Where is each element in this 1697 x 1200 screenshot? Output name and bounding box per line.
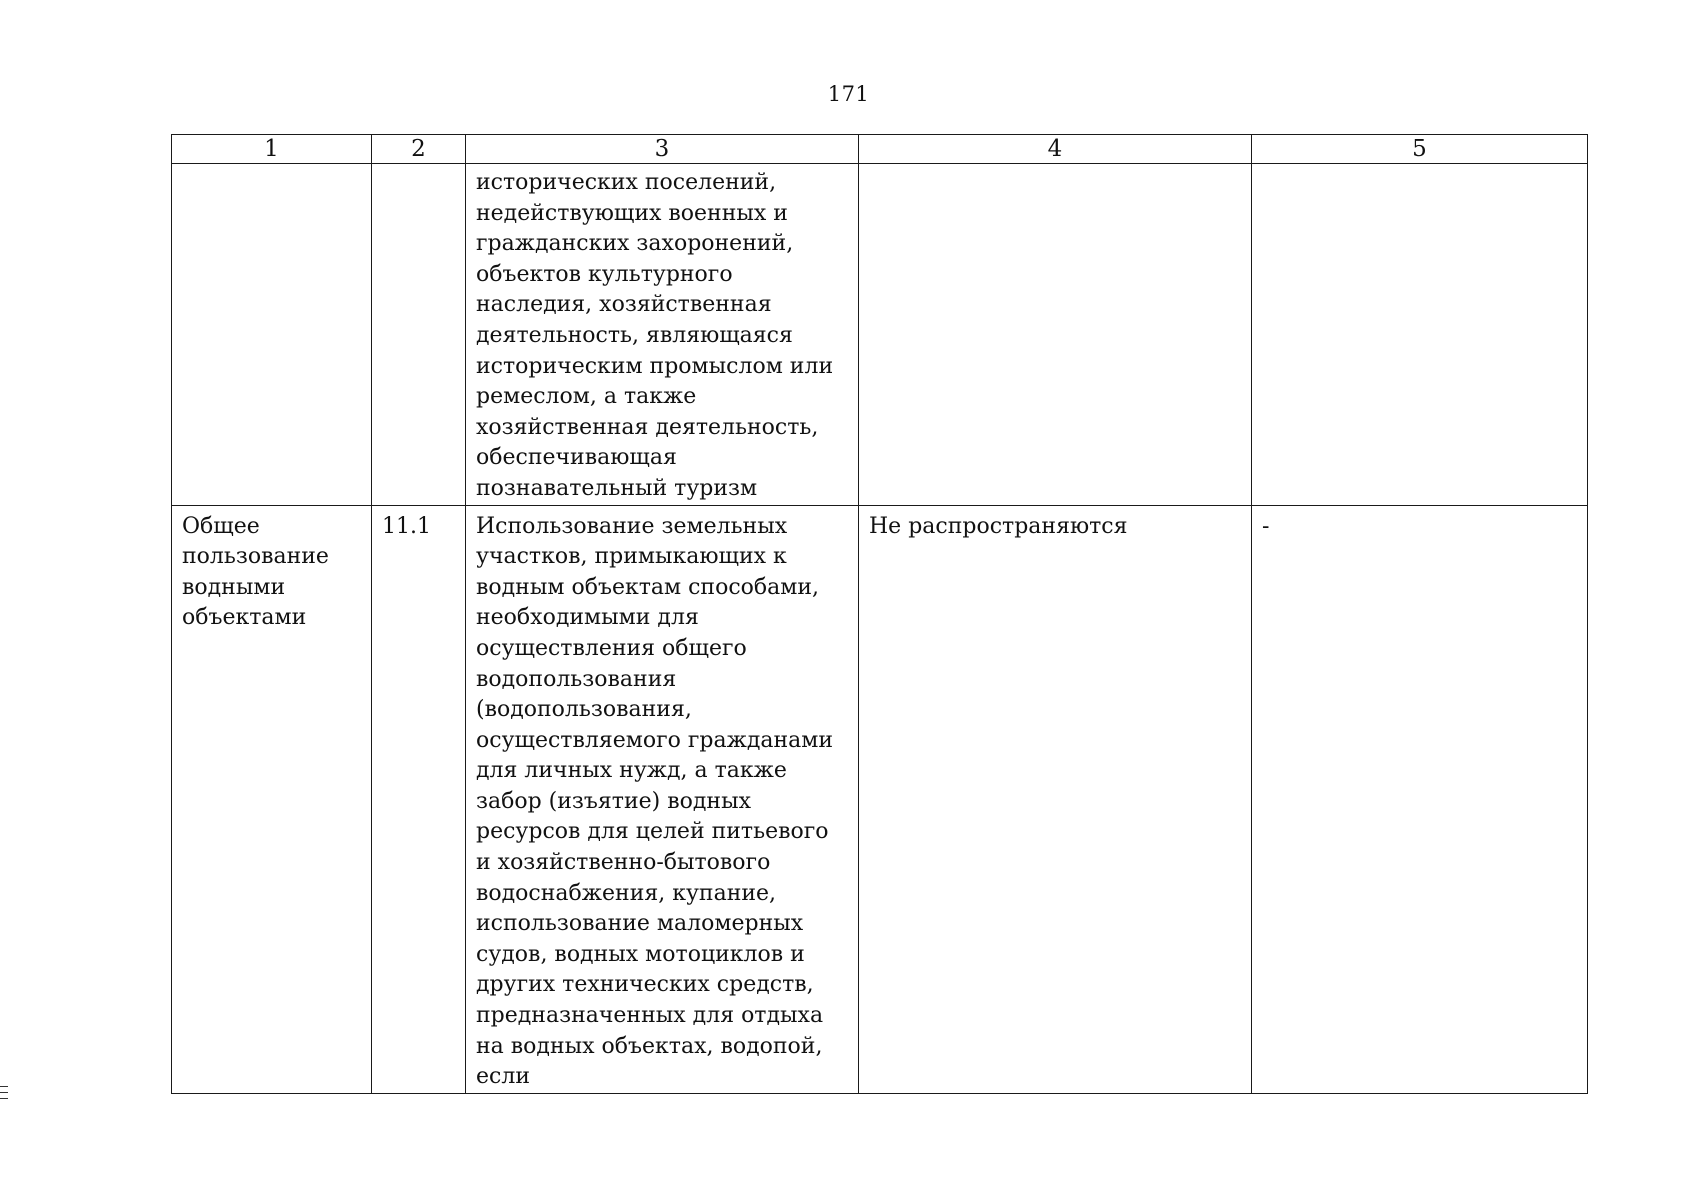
cell-use-type: Общее пользование водными объектами — [172, 505, 372, 1093]
cell-description: исторических поселений, недействующих военных и гражданских захоронений, объектов культурного наследия, хозяйственная деятельность, являющаяся историческим промыслом или ремеслом, а также хозяйственная деятельность, обеспечивающая познавательный туризм — [466, 164, 859, 506]
regulations-table — [171, 134, 1588, 1094]
cell-parameters — [859, 164, 1252, 506]
cell-use-type — [172, 164, 372, 506]
table-header-row — [172, 135, 1588, 164]
table-row — [172, 505, 1588, 1093]
cell-restrictions: - — [1252, 505, 1588, 1093]
header-col-3: 3 — [466, 135, 859, 164]
page-number: 171 — [827, 82, 870, 106]
header-col-4: 4 — [859, 135, 1252, 164]
cell-code: 11.1 — [372, 505, 466, 1093]
scan-margin-mark — [0, 1092, 8, 1093]
cell-restrictions — [1252, 164, 1588, 506]
cell-description: Использование земельных участков, примыкающих к водным объектам способами, необходимыми для осуществления общего водопользования (водопользования, осуществляемого гражданами для личных нужд, а также забор (изъятие) водных ресурсов для целей питьевого и хозяйственно-бытового водоснабжения, купание, использование маломерных судов, водных мотоциклов и других технических средств, предназначенных для отдыха на водных объектах, водопой, если — [466, 505, 859, 1093]
scan-margin-mark — [0, 1098, 8, 1099]
header-col-5: 5 — [1252, 135, 1588, 164]
cell-parameters: Не распространяются — [859, 505, 1252, 1093]
table-row — [172, 164, 1588, 506]
header-col-1: 1 — [172, 135, 372, 164]
cell-code — [372, 164, 466, 506]
header-col-2: 2 — [372, 135, 466, 164]
scan-margin-mark — [0, 1086, 8, 1087]
